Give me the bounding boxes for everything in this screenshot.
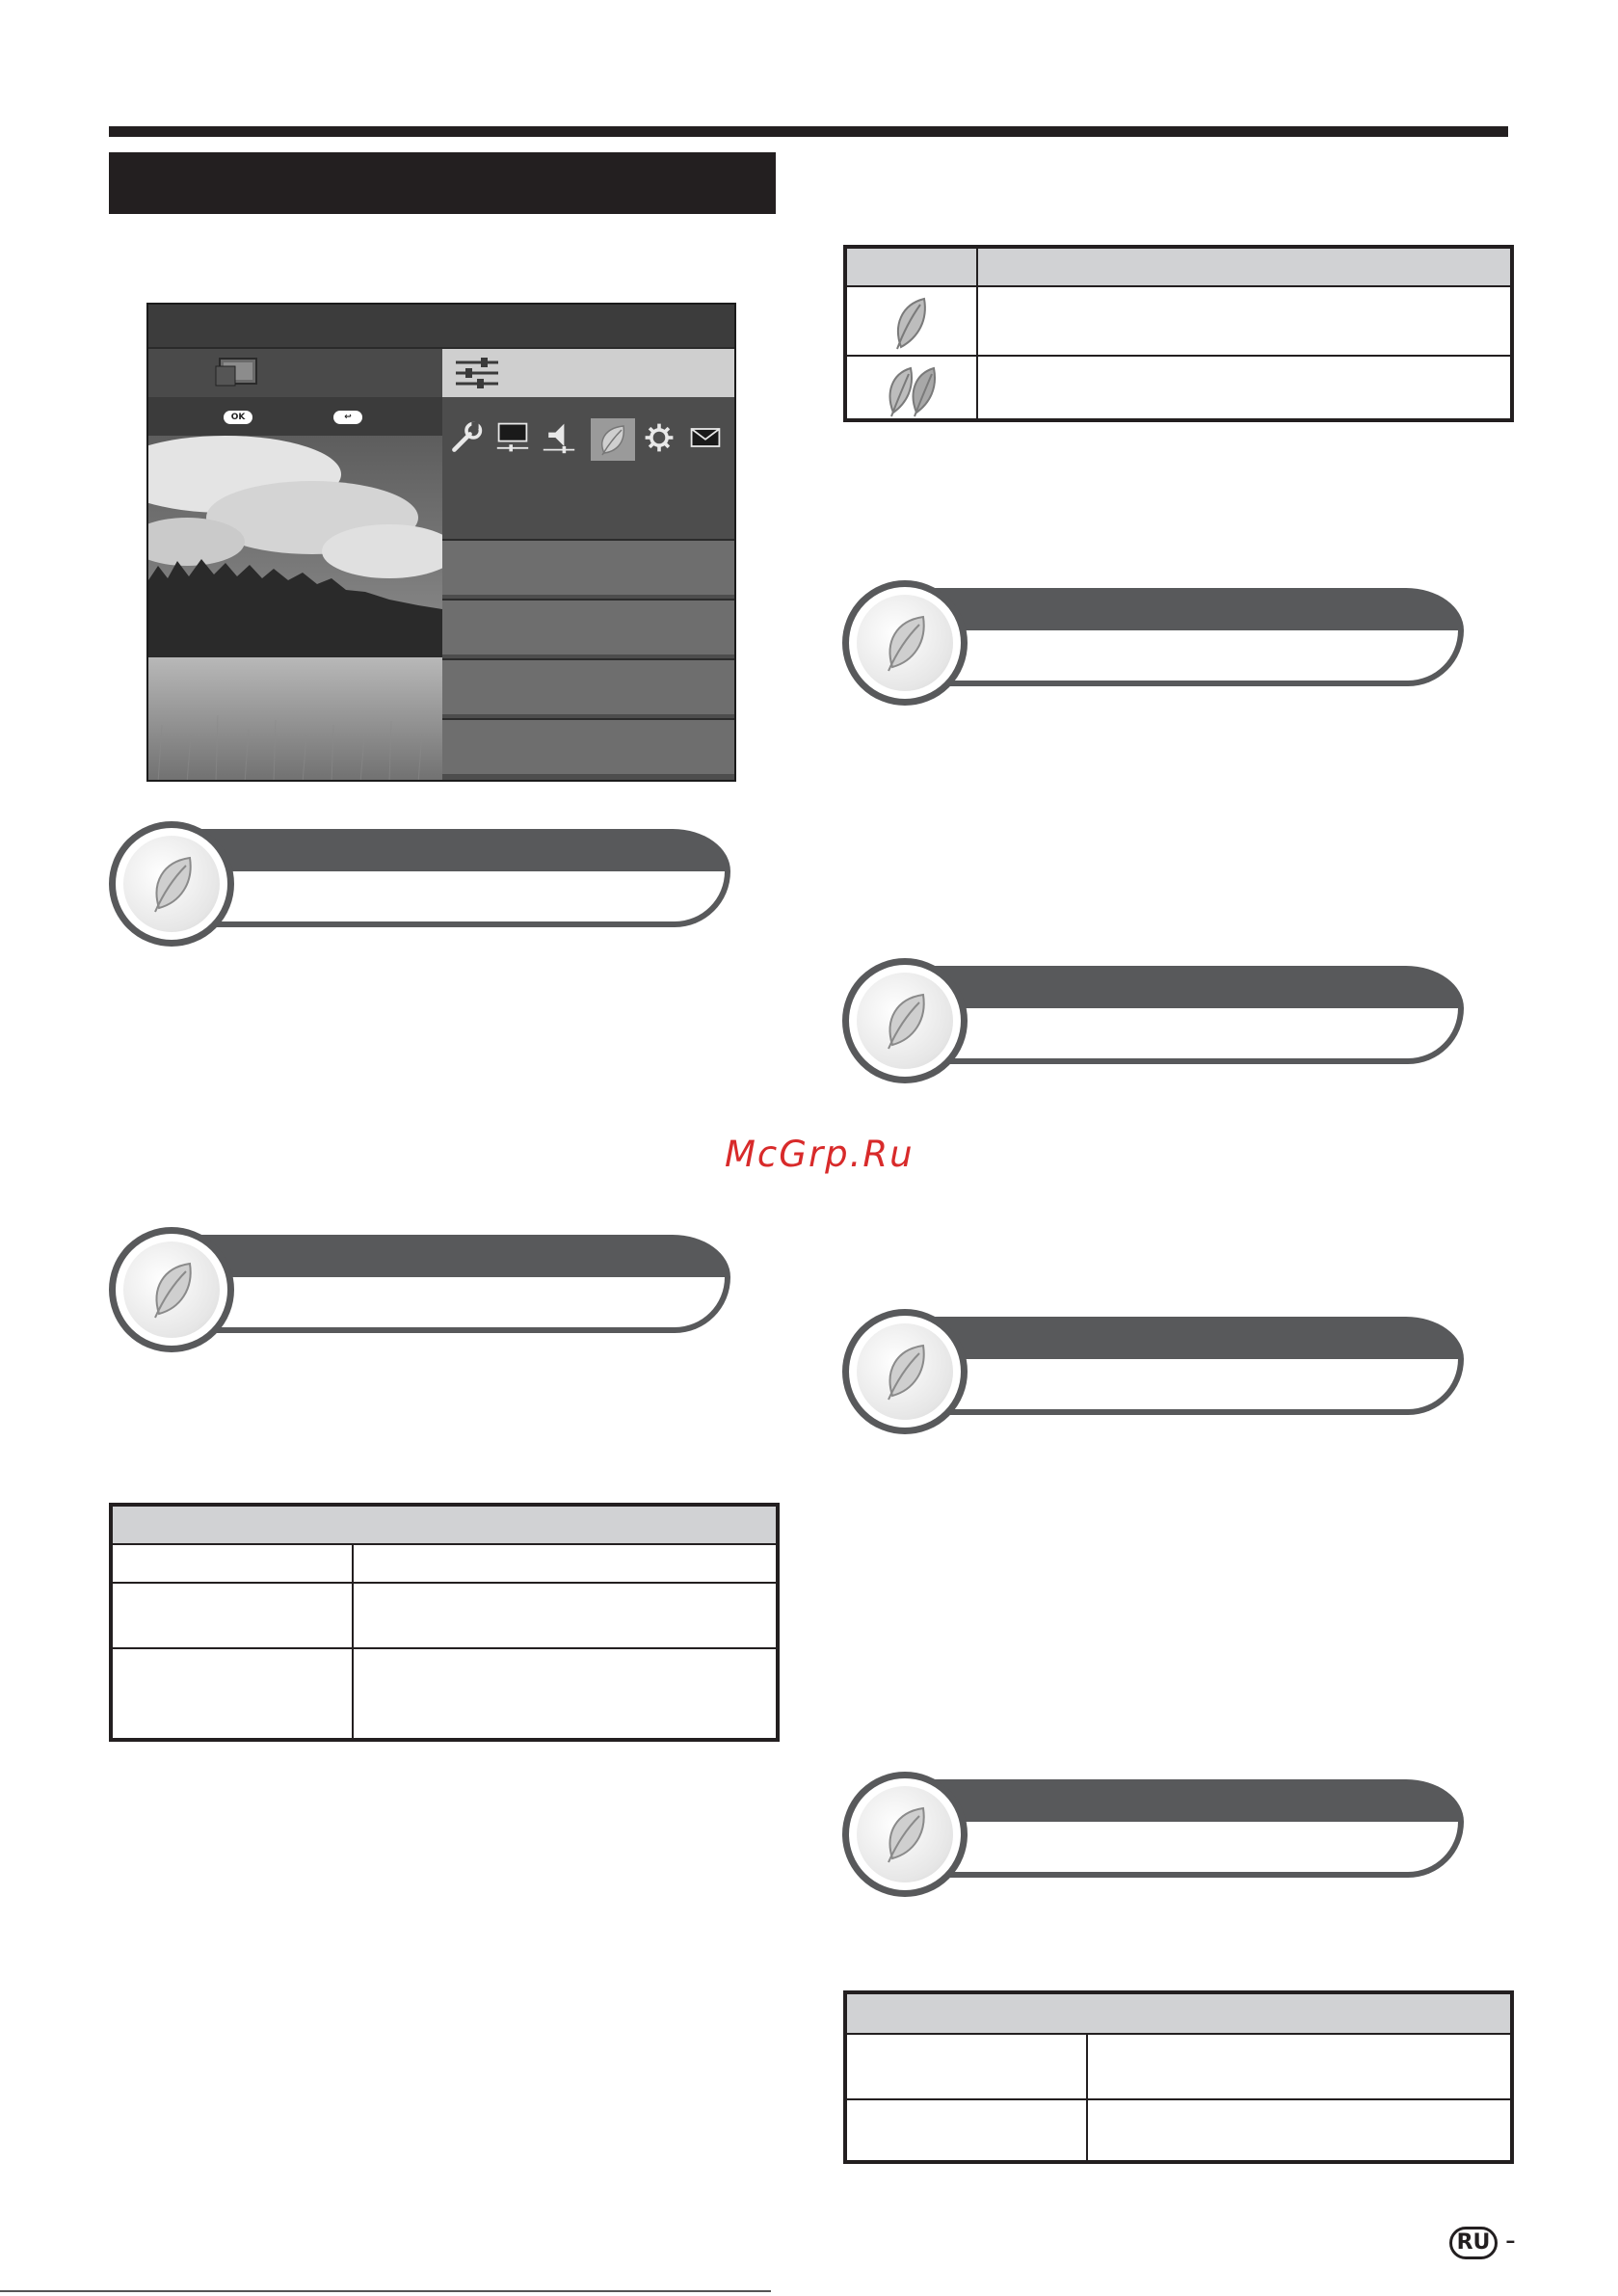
callout-body-band [934,1008,1464,1064]
eco-callout-banner [109,1227,778,1352]
callout-title-band [934,966,1464,1008]
picture-icon[interactable] [494,420,531,455]
table-row-divider [113,1647,776,1649]
tv-settings-tab[interactable] [442,349,734,397]
eco-icon-table [843,245,1514,422]
top-rule [109,126,1508,137]
tv-menu-row[interactable] [442,718,734,774]
eco-leaf-icon[interactable] [595,422,631,457]
tv-menu-screenshot [146,303,736,782]
tv-input-tab[interactable] [148,349,442,397]
section-title-bar [109,152,776,214]
double-leaf-icon [884,362,940,418]
envelope-icon[interactable] [687,420,724,455]
tv-button-hint-strip [148,397,442,436]
tv-menu-header [148,305,734,349]
callout-body-band [934,1359,1464,1415]
callout-title-band [934,588,1464,630]
bottom-rule [0,2290,771,2292]
settings-table-right [843,1990,1514,2164]
leaf-icon [881,1342,931,1402]
watermark: McGrp.Ru [725,1134,915,1175]
eco-callout-banner [842,1772,1511,1897]
table-header [847,1994,1510,2035]
return-button[interactable]: ↩ [333,411,362,424]
wrench-icon[interactable] [448,420,485,455]
callout-body-band [200,1277,730,1333]
leaf-icon [881,1804,931,1864]
callout-title-band [200,1235,730,1277]
leaf-icon [147,854,198,914]
callout-body-band [934,630,1464,686]
tv-input-icon [214,357,262,389]
speaker-icon[interactable] [541,420,577,455]
single-leaf-icon [888,295,934,351]
eco-callout-banner [842,1309,1511,1434]
page-number-suffix: - [1505,2224,1516,2257]
table-column-divider [976,249,978,422]
table-column-divider [1086,2033,1088,2164]
leaf-icon [881,991,931,1051]
callout-body-band [934,1822,1464,1878]
table-row-divider [847,2098,1510,2100]
callout-title-band [934,1779,1464,1822]
callout-title-band [934,1317,1464,1359]
eco-callout-banner [109,821,778,947]
sliders-icon [454,355,500,391]
ok-button[interactable]: OK [224,411,252,424]
table-header [847,249,1510,287]
eco-callout-banner [842,580,1511,706]
callout-title-band [200,829,730,871]
tv-menu-row[interactable] [442,539,734,595]
landscape-photo [148,436,442,782]
eco-callout-banner [842,958,1511,1083]
settings-table-left [109,1503,780,1742]
table-row-divider [847,355,1510,357]
language-badge: RU [1449,2227,1498,2259]
table-column-divider [352,1543,354,1742]
table-header [113,1507,776,1545]
callout-body-band [200,871,730,927]
table-row-divider [113,1582,776,1584]
tv-menu-row[interactable] [442,658,734,714]
leaf-icon [881,613,931,673]
leaf-icon [147,1260,198,1320]
gear-icon[interactable] [641,420,677,455]
tv-menu-row[interactable] [442,599,734,654]
